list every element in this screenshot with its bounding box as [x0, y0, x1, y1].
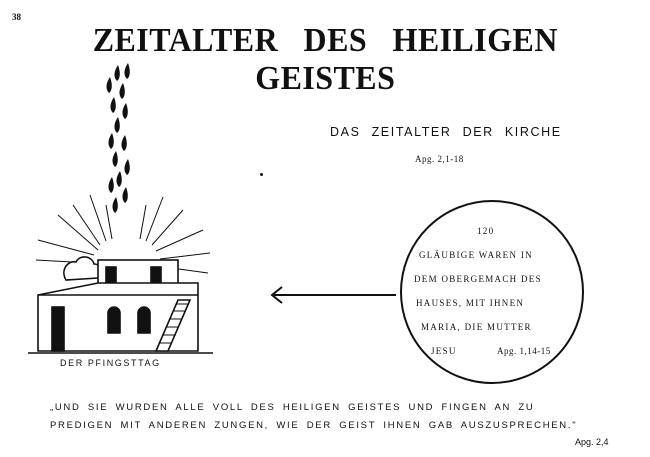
page-number: 38 — [12, 12, 21, 22]
flames-icon — [106, 63, 129, 213]
house-icon — [28, 257, 213, 353]
quote-line-1: „UND SIE WURDEN ALLE VOLL DES HEILIGEN GEISTES UND FINGEN AN ZU — [50, 402, 535, 413]
dot-mark — [260, 173, 263, 176]
subtitle-reference: Apg. 2,1-18 — [415, 154, 464, 164]
circle-line: HAUSES, MIT IHNEN — [416, 298, 525, 308]
circle-line: DEM OBERGEMACH DES — [414, 274, 542, 284]
illustration-caption: DER PFINGSTTAG — [60, 358, 161, 368]
page-title: ZEITALTER DES HEILIGEN GEISTES — [92, 22, 558, 97]
circle-line: 120 — [477, 226, 495, 236]
quote-line-2: PREDIGEN MIT ANDEREN ZUNGEN, WIE DER GEIST IHNEN GAB AUSZUSPRECHEN." — [50, 420, 578, 431]
quote-reference: Apg. 2,4 — [575, 437, 609, 447]
section-subtitle: DAS ZEITALTER DER KIRCHE — [330, 125, 562, 139]
arrow-left-icon — [268, 285, 398, 305]
pentecost-illustration — [28, 55, 228, 360]
circle-line: GLÄUBIGE WAREN IN — [419, 250, 533, 260]
circle-reference: Apg. 1,14-15 — [497, 346, 551, 356]
circle-line: MARIA, DIE MUTTER — [421, 322, 532, 332]
circle-line: JESU — [431, 346, 457, 356]
